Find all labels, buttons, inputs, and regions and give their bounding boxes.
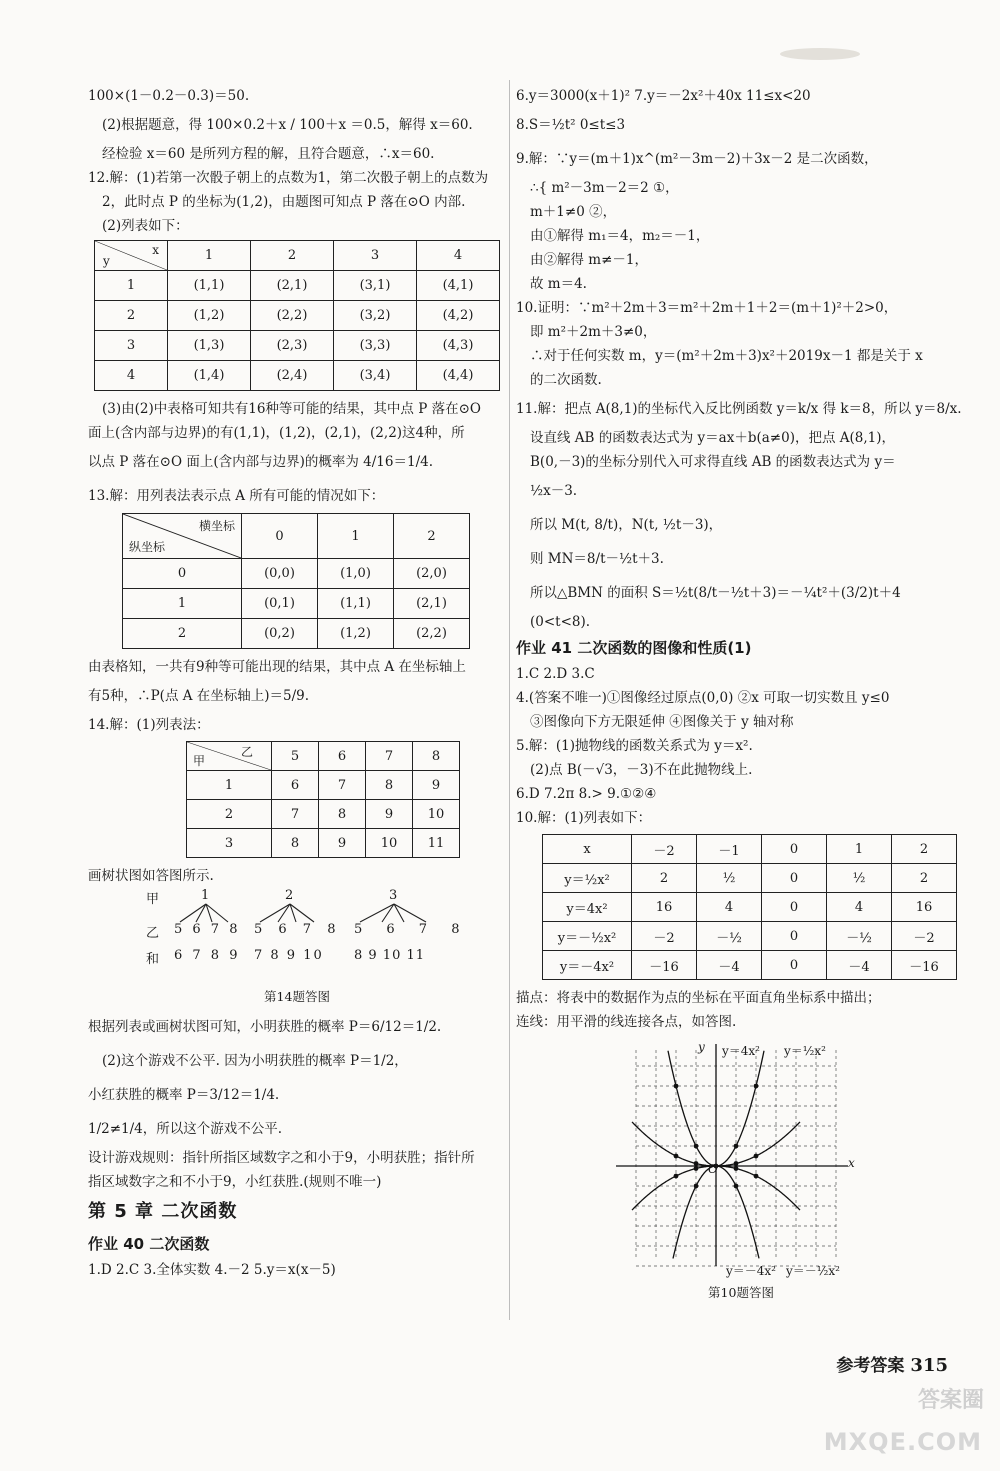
table-cell: (2,2) (394, 619, 470, 649)
text-line: 1/2≠1/4，所以这个游戏不公平. (88, 1121, 283, 1137)
text-line: 10.解：(1)列表如下： (516, 810, 652, 826)
table-cell: 8 (272, 829, 319, 858)
table-header: 5 (272, 742, 319, 771)
page-footer (836, 1351, 948, 1376)
plotted-point (694, 1144, 699, 1149)
text-line: (0<t<8). (530, 614, 591, 630)
q11-line: 11.解：把点 A(8,1)的坐标代入反比例函数 y＝k/x 得 k＝8，所以 y＝8/x. (516, 401, 962, 417)
table-cell: y＝－4x² (543, 951, 632, 980)
plotted-point (694, 1161, 699, 1166)
text-line: (2)根据题意，得 100×0.2＋x / 100＋x ＝0.5，解得 x＝60. (102, 117, 473, 133)
table-cell: (3,2) (334, 301, 417, 331)
table-cell: 0 (762, 922, 827, 951)
curve-label-bottom: y＝－½x² (786, 1264, 840, 1278)
table-cell: (2,1) (251, 271, 334, 301)
text-line: 指区域数字之和不小于9，小红获胜.(规则不唯一) (88, 1174, 382, 1190)
tree-sum-nodes: 7 8 9 10 (254, 948, 324, 963)
table-cell: (4,3) (417, 331, 500, 361)
footer-label: 参考答案 (836, 1356, 905, 1376)
corner-top: 横坐标 (198, 519, 235, 533)
table-cell: －2 (892, 922, 957, 951)
text-line: 所以 M(t, 8/t)，N(t, ½t－3)， (530, 517, 723, 533)
text-line: 经检验 x＝60 是所列方程的解，且符合题意，∴x＝60. (102, 146, 435, 162)
table-cell: －4 (827, 951, 892, 980)
text-line: 4.(答案不唯一)①图像经过原点(0,0) ②x 可取一切实数且 y≤0 (516, 690, 890, 706)
plotted-point (734, 1166, 739, 1171)
plotted-point (734, 1161, 739, 1166)
table-row (95, 301, 500, 331)
tree-root: 2 (285, 888, 294, 903)
table-header: x (543, 835, 632, 864)
table-cell: y＝½x² (543, 864, 632, 893)
chapter-heading: 第 5 章 二次函数 (88, 1201, 238, 1222)
table-cell: 0 (762, 864, 827, 893)
table-row (123, 619, 470, 649)
table-cell: 2 (123, 619, 242, 649)
table-cell: 16 (632, 893, 697, 922)
tree-root: 1 (201, 888, 210, 903)
table-cell: (0,0) (242, 559, 318, 589)
table-cell: 7 (319, 771, 366, 800)
table-cell: 8 (319, 800, 366, 829)
table-cell: 10 (413, 800, 460, 829)
plotted-point (734, 1184, 739, 1189)
text-line: 由②解得 m≠－1， (530, 252, 648, 268)
table-cell: ½ (697, 864, 762, 893)
text-line: 2，此时点 P 的坐标为(1,2)，由题图可知点 P 落在⊙O 内部. (102, 194, 466, 210)
text-line: 故 m＝4. (530, 276, 587, 292)
top-decoration (780, 48, 860, 60)
text-line: ½x－3. (530, 483, 578, 499)
table-row (543, 951, 957, 980)
table-row (95, 271, 500, 301)
table-header: 6 (319, 742, 366, 771)
table-row (187, 771, 460, 800)
table-cell: 0 (762, 951, 827, 980)
table-cell: 4 (697, 893, 762, 922)
table-cell: 9 (366, 800, 413, 829)
table-cell: 16 (892, 893, 957, 922)
table-header: 1 (827, 835, 892, 864)
text-line: 设直线 AB 的函数表达式为 y＝ax＋b(a≠0)，把点 A(8,1)， (530, 430, 896, 446)
plotted-point (674, 1154, 679, 1159)
section-heading: 作业 40 二次函数 (88, 1235, 210, 1253)
x-axis-label: x (848, 1156, 855, 1170)
table-cell: 1 (123, 589, 242, 619)
plotted-point (754, 1174, 759, 1179)
table-cell: (1,2) (318, 619, 394, 649)
table-cell: 4 (827, 893, 892, 922)
table-cell: －2 (632, 922, 697, 951)
text-line: (2)点 B(－√3，－3)不在此抛物线上. (530, 762, 753, 778)
tree-root: 3 (389, 888, 398, 903)
table-cell: (4,1) (417, 271, 500, 301)
text-line: 以点 P 落在⊙O 面上(含内部与边界)的概率为 4/16＝1/4. (88, 454, 433, 470)
page-number: 315 (910, 1355, 948, 1376)
table-cell: 9 (413, 771, 460, 800)
q12-line: 12.解：(1)若第一次骰子朝上的点数为1，第二次骰子朝上的点数为 (88, 170, 489, 186)
text-line: 设计游戏规则：指针所指区域数字之和小于9，小明获胜；指针所 (88, 1150, 475, 1166)
table-row (123, 559, 470, 589)
table-header: 3 (334, 241, 417, 271)
q10-line: 10.证明：∵m²＋2m＋3＝m²＋2m＋1＋2＝(m＋1)²＋2>0， (516, 300, 898, 316)
watermark-url: MXQE.COM (823, 1428, 982, 1456)
text-line: 连线：用平滑的线连接各点，如答图. (516, 1014, 737, 1030)
graph-canvas (616, 1040, 866, 1280)
text-line: 6.y＝3000(x＋1)² 7.y＝－2x²＋40x 11≤x<20 (516, 88, 811, 104)
table-cell: －4 (697, 951, 762, 980)
text-line: 描点：将表中的数据作为点的坐标在平面直角坐标系中描出； (516, 990, 881, 1006)
section-heading: 作业 41 二次函数的图像和性质(1) (516, 639, 752, 657)
curve-label-bottom: y＝－4x² (726, 1264, 776, 1278)
q10-table (542, 834, 957, 980)
table-row (543, 893, 957, 922)
text-line: 小红获胜的概率 P＝3/12＝1/4. (88, 1087, 280, 1103)
table-cell: y＝4x² (543, 893, 632, 922)
table-corner-cell (95, 241, 168, 271)
table-cell: (2,4) (251, 361, 334, 391)
text-line: 则 MN＝8/t－½t＋3. (530, 551, 664, 567)
q12-table (94, 240, 500, 391)
tree-sum-nodes: 8 9 10 11 (354, 948, 426, 963)
table-cell: 1 (187, 771, 272, 800)
table-cell: 8 (366, 771, 413, 800)
text-line: 5.解：(1)抛物线的函数关系式为 y＝x². (516, 738, 753, 754)
table-cell: 2 (632, 864, 697, 893)
figure-caption: 第14题答图 (264, 989, 330, 1004)
text-line: 8.S＝½t² 0≤t≤3 (516, 117, 626, 133)
table-header: 2 (892, 835, 957, 864)
table-header: 4 (417, 241, 500, 271)
figure-caption: 第10题答图 (708, 1285, 774, 1300)
table-cell: 3 (95, 331, 168, 361)
text-line: 即 m²＋2m＋3≠0， (530, 324, 657, 340)
tree-yi-nodes: 5 6 7 8 (354, 922, 470, 937)
tree-label-yi: 乙 (146, 926, 160, 941)
table-cell: －½ (697, 922, 762, 951)
table-header: 1 (318, 514, 394, 559)
table-row (95, 331, 500, 361)
text-line: 根据列表或画树状图可知，小明获胜的概率 P＝6/12＝1/2. (88, 1019, 442, 1035)
table-cell: (1,1) (318, 589, 394, 619)
curve-label-top: y＝½x² (784, 1044, 826, 1058)
table-cell: 6 (272, 771, 319, 800)
table-header: 8 (413, 742, 460, 771)
table-cell: 2 (95, 301, 168, 331)
table-cell: 4 (95, 361, 168, 391)
text-line: B(0,－3)的坐标分别代入可求得直线 AB 的函数表达式为 y＝ (530, 454, 896, 470)
corner-top: 乙 (240, 745, 253, 759)
answers-40: 1.D 2.C 3.全体实数 4.－2 5.y＝x(x－5) (88, 1262, 336, 1278)
text-line: ∴{ m²－3m－2＝2 ①， (530, 180, 679, 196)
q14-table (186, 741, 460, 858)
table-cell: 2 (187, 800, 272, 829)
table-cell: (1,2) (168, 301, 251, 331)
right-column (516, 84, 966, 1306)
table-cell: 10 (366, 829, 413, 858)
table-cell: 0 (123, 559, 242, 589)
table-header: 0 (762, 835, 827, 864)
table-cell: (2,3) (251, 331, 334, 361)
table-cell: 3 (187, 829, 272, 858)
text-line: ∴对于任何实数 m，y＝(m²＋2m＋3)x²＋2019x－1 都是关于 x (530, 348, 923, 364)
table-row (543, 835, 957, 864)
text-line: 100×(1－0.2－0.3)＝50. (88, 88, 250, 104)
table-header: 2 (394, 514, 470, 559)
text-line: 1.C 2.D 3.C (516, 666, 595, 682)
table-cell: 2 (892, 864, 957, 893)
corner-bottom: 纵坐标 (129, 540, 166, 554)
table-cell: (3,3) (334, 331, 417, 361)
plotted-point (694, 1166, 699, 1171)
plotted-point (754, 1084, 759, 1089)
watermark-logo: 答案圈 (917, 1388, 984, 1413)
table-cell: (4,2) (417, 301, 500, 331)
text-line: (2)列表如下： (102, 218, 189, 234)
text-line: (2)这个游戏不公平. 因为小明获胜的概率 P＝1/2， (102, 1053, 408, 1069)
text-line: (3)由(2)中表格可知共有16种等可能的结果，其中点 P 落在⊙O (102, 401, 481, 417)
left-column (88, 84, 506, 1282)
table-cell: (2,2) (251, 301, 334, 331)
text-line: ③图像向下方无限延伸 ④图像关于 y 轴对称 (530, 714, 794, 730)
text-line: 有5种，∴P(点 A 在坐标轴上)＝5/9. (88, 688, 310, 704)
tree-sum-nodes: 6 7 8 9 (174, 948, 241, 963)
text-line: 6.D 7.2π 8.> 9.①②④ (516, 786, 657, 802)
table-cell: (4,4) (417, 361, 500, 391)
table-cell: ½ (827, 864, 892, 893)
table-row (95, 361, 500, 391)
text-line: 由①解得 m₁＝4，m₂＝－1， (530, 228, 710, 244)
table-header: 0 (242, 514, 318, 559)
q9-line: 9.解：∵y＝(m＋1)x^(m²－3m－2)＋3x－2 是二次函数， (516, 151, 878, 167)
text-line: 面上(含内部与边界)的有(1,1)，(1,2)，(2,1)，(2,2)这4种，所 (88, 425, 465, 441)
tree-label-jia: 甲 (146, 892, 160, 907)
parabola-graph (616, 1040, 866, 1280)
q14-line: 14.解：(1)列表法： (88, 717, 210, 733)
table-cell: (1,0) (318, 559, 394, 589)
column-divider (509, 80, 510, 1320)
table-corner-cell (187, 742, 272, 771)
table-row (187, 800, 460, 829)
table-row (543, 922, 957, 951)
corner-x: x (152, 243, 159, 257)
tree-diagram (88, 888, 506, 984)
table-cell: 0 (762, 893, 827, 922)
text-line: 所以△BMN 的面积 S＝½t(8/t－½t＋3)＝－¼t²＋(3/2)t＋4 (530, 585, 901, 601)
table-cell: (1,1) (168, 271, 251, 301)
y-axis-label: y (698, 1040, 705, 1054)
tree-yi-nodes: 5 6 7 8 (254, 922, 342, 937)
curve-label-top: y＝4x² (722, 1044, 760, 1058)
text-line: 由表格知，一共有9种等可能出现的结果，其中点 A 在坐标轴上 (88, 659, 466, 675)
text-line: 画树状图如答图所示. (88, 868, 214, 884)
table-cell: y＝－½x² (543, 922, 632, 951)
plotted-point (674, 1174, 679, 1179)
table-cell: (2,1) (394, 589, 470, 619)
q13-table (122, 513, 470, 649)
table-header: 7 (366, 742, 413, 771)
table-header: －1 (697, 835, 762, 864)
corner-bottom: 甲 (193, 754, 206, 768)
table-header: 1 (168, 241, 251, 271)
corner-y: y (103, 254, 110, 268)
q13-line: 13.解：用列表法表示点 A 所有可能的情况如下： (88, 488, 385, 504)
table-row (187, 829, 460, 858)
text-line: 的二次函数. (530, 372, 602, 388)
table-cell: 1 (95, 271, 168, 301)
table-cell: (0,1) (242, 589, 318, 619)
table-cell: (3,4) (334, 361, 417, 391)
tree-label-he: 和 (146, 952, 160, 967)
table-cell: －16 (892, 951, 957, 980)
origin-label: O (708, 1162, 718, 1176)
table-cell: (1,4) (168, 361, 251, 391)
plotted-point (694, 1184, 699, 1189)
table-cell: (2,0) (394, 559, 470, 589)
table-header: 2 (251, 241, 334, 271)
table-cell: 7 (272, 800, 319, 829)
plotted-point (674, 1084, 679, 1089)
table-cell: －16 (632, 951, 697, 980)
table-row (123, 589, 470, 619)
table-cell: 11 (413, 829, 460, 858)
table-cell: (0,2) (242, 619, 318, 649)
text-line: m＋1≠0 ②， (530, 204, 617, 220)
table-cell: (1,3) (168, 331, 251, 361)
plotted-point (754, 1154, 759, 1159)
table-corner-cell (123, 514, 242, 559)
tree-yi-nodes: 5 6 7 8 (174, 922, 241, 937)
table-cell: －½ (827, 922, 892, 951)
table-row (543, 864, 957, 893)
plotted-point (734, 1144, 739, 1149)
table-cell: 9 (319, 829, 366, 858)
table-header: －2 (632, 835, 697, 864)
table-cell: (3,1) (334, 271, 417, 301)
